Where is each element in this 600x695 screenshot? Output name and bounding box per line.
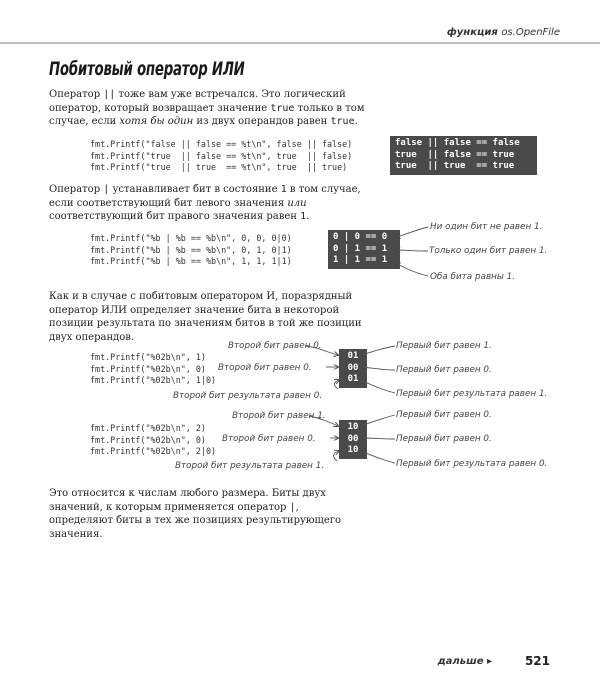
output-logical-or [390, 136, 537, 175]
output-bit-or [328, 230, 400, 269]
p2-text-4: соответствующий бит правого значения равен [49, 211, 301, 222]
annotation-g1-mid: Второй бит равен 0. [218, 363, 312, 373]
annotation-one-bit: Только один бит равен 1. [429, 246, 548, 256]
intro-text-1: Оператор [49, 89, 104, 100]
code-line: fmt.Printf("%02b\n", 2|0) [90, 446, 217, 456]
intro-true-2: true [330, 116, 355, 127]
code-line: fmt.Printf("false || false == %t\n", false || false) [90, 139, 353, 149]
output-line: 10 [347, 422, 359, 432]
section-title: Побитовый оператор ИЛИ [49, 58, 245, 80]
code-block-or-1-0 [90, 352, 216, 387]
intro-emphasis: хотя бы один [119, 116, 194, 127]
output-line: 0 | 0 == 0 [333, 232, 388, 242]
p2-text-5: . [306, 211, 310, 222]
code-block-bit-or [90, 233, 292, 268]
intro-text-2: тоже вам уже встречался. Это логический оператор, который возвращает значение [49, 89, 346, 114]
annotation-no-bit: Ни один бит не равен 1. [430, 222, 543, 232]
code-line: fmt.Printf("true || true == %t\n", true || true) [90, 162, 348, 172]
output-line: true || true == true [395, 161, 515, 171]
annotation-g2-mid: Второй бит равен 0. [222, 434, 316, 444]
code-block-logical-or [90, 139, 352, 174]
arrow [396, 250, 428, 251]
p2-text-2: устанавливает бит в состояние [109, 184, 281, 195]
arrow [396, 227, 428, 237]
header-label: функция [446, 27, 498, 38]
code-line: fmt.Printf("%b | %b == %b\n", 0, 1, 0|1) [90, 244, 292, 255]
page-number: 521 [524, 654, 550, 668]
p2-text-1: Оператор [49, 184, 104, 195]
annotation-g1-r3: Первый бит результата равен 1. [396, 389, 548, 399]
code-line: fmt.Printf("%02b\n", 0) [90, 363, 206, 374]
annotation-g2-top: Второй бит равен 1. [232, 411, 326, 421]
position-paragraph: Как и в случае с побитовым оператором И, поразрядный оператор ИЛИ определяет значение бита в некоторой позиции результата по значениям битов в той же позиции двух операндов. [49, 291, 362, 343]
intro-true-1: true [270, 102, 295, 114]
output-line: 0 | 1 == 1 [333, 243, 388, 254]
annotation-g1-r1: Первый бит равен 1. [396, 341, 492, 351]
annotation-g2-bottom: Второй бит результата равен 1. [175, 461, 325, 471]
intro-paragraph [49, 88, 379, 129]
output-or-2-0 [339, 420, 367, 459]
annotation-g2-r3: Первый бит результата равен 0. [396, 459, 548, 469]
code-block-or-2-0 [90, 423, 216, 458]
running-header [447, 27, 560, 38]
output-line: 00 [347, 433, 359, 444]
annotation-g2-r2: Первый бит равен 0. [396, 434, 492, 444]
output-line: 00 [347, 362, 359, 373]
annotation-both-bits: Оба бита равны 1. [430, 272, 516, 282]
p2-operator: | [103, 184, 110, 195]
annotation-g1-r2: Первый бит равен 0. [396, 365, 492, 375]
annotation-g1-top: Второй бит равен 0. [228, 341, 322, 351]
output-line: 01 [347, 351, 359, 361]
code-line: fmt.Printf("%b | %b == %b\n", 1, 1, 1|1) [90, 256, 292, 266]
p4-text-2: , определяют биты в тех же позициях результирующего значения. [49, 501, 342, 540]
output-line: 1 | 1 == 1 [333, 255, 388, 265]
p4-operator: | [289, 501, 296, 513]
annotation-g1-bottom: Второй бит результата равен 0. [173, 391, 323, 401]
p2-one: 1 [280, 184, 287, 195]
p2-one-2: 1 [300, 211, 307, 222]
code-line: fmt.Printf("%02b\n", 0) [90, 434, 206, 445]
output-line: true || false == true [395, 149, 515, 160]
header-divider [0, 42, 600, 44]
output-line: 01 [347, 374, 359, 384]
size-paragraph [49, 487, 364, 541]
output-or-1-0 [339, 349, 367, 388]
next-page-link[interactable] [438, 656, 492, 667]
p2-emphasis: или [287, 197, 307, 209]
intro-text-4: из двух операндов равен [193, 116, 331, 127]
output-line: false || false == false [395, 138, 520, 148]
next-arrow-icon: ▸ [486, 656, 492, 667]
intro-text-3: только в том случае, если [49, 102, 365, 127]
annotation-g2-r1: Первый бит равен 0. [396, 410, 492, 420]
next-label: дальше [437, 656, 484, 667]
p4-text-1: Это относится к числам любого размера. Биты двух значений, к которым применяется оператор [49, 488, 326, 513]
code-line: fmt.Printf("true || false == %t\n", true || false) [90, 150, 353, 161]
code-line: fmt.Printf("%02b\n", 1) [90, 352, 206, 362]
header-function-name: os.OpenFile [501, 27, 560, 38]
code-line: fmt.Printf("%02b\n", 1|0) [90, 375, 217, 385]
p2-text-3: в том случае, если соответствующий бит левого значения [49, 184, 361, 209]
arrow [396, 263, 428, 276]
intro-text-5: . [354, 116, 358, 127]
intro-operator: || [103, 89, 116, 100]
output-line: 10 [347, 445, 359, 455]
code-line: fmt.Printf("%b | %b == %b\n", 0, 0, 0|0) [90, 233, 292, 243]
code-line: fmt.Printf("%02b\n", 2) [90, 423, 206, 433]
bitwise-or-paragraph [49, 183, 379, 224]
